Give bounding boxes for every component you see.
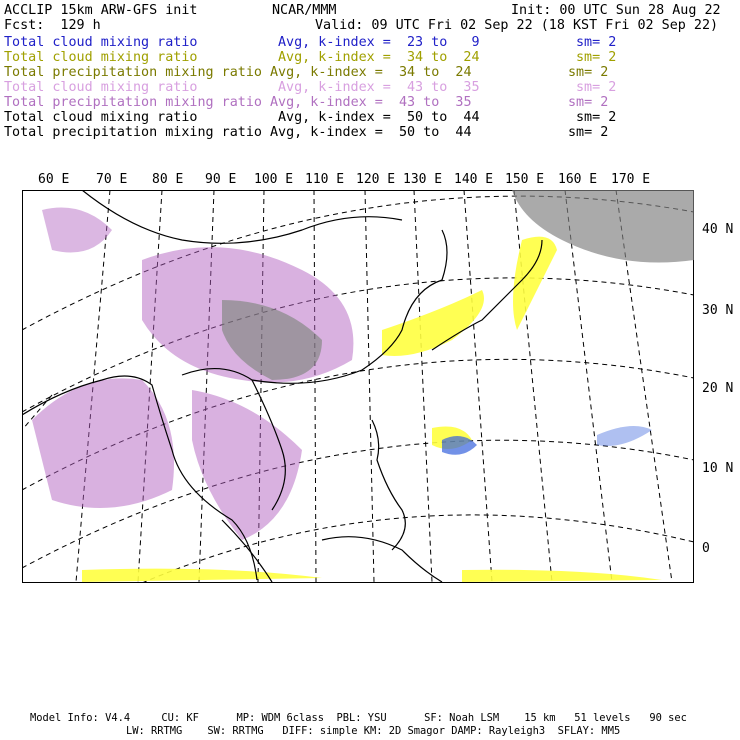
lat-label-20n: 20 N [702, 381, 734, 396]
field-avg-6: Avg, k-index = 50 to 44 [278, 110, 480, 125]
field-name-3: Total precipitation mixing ratio [4, 65, 262, 80]
lon-label-120e: 120 E [356, 172, 396, 187]
lon-label-160e: 160 E [558, 172, 598, 187]
field-avg-3: Avg, k-index = 34 to 24 [270, 65, 472, 80]
field-avg-7: Avg, k-index = 50 to 44 [270, 125, 472, 140]
field-avg-5: Avg, k-index = 43 to 35 [270, 95, 472, 110]
field-name-7: Total precipitation mixing ratio [4, 125, 262, 140]
init-time: Init: 00 UTC Sun 28 Aug 22 [511, 3, 721, 18]
forecast-map [22, 190, 694, 583]
lon-label-70e: 70 E [96, 172, 128, 187]
lat-label-30n: 30 N [702, 303, 734, 318]
field-sm-3: sm= 2 [568, 65, 609, 80]
field-sm-2: sm= 2 [576, 50, 617, 65]
lon-label-150e: 150 E [505, 172, 545, 187]
lon-label-110e: 110 E [305, 172, 345, 187]
lon-label-100e: 100 E [254, 172, 294, 187]
lon-label-130e: 130 E [403, 172, 443, 187]
field-avg-2: Avg, k-index = 34 to 24 [278, 50, 480, 65]
valid-time: Valid: 09 UTC Fri 02 Sep 22 (18 KST Fri 02 Sep 22) [315, 18, 719, 33]
field-sm-6: sm= 2 [576, 110, 617, 125]
field-avg-1: Avg, k-index = 23 to 9 [278, 35, 480, 50]
field-name-6: Total cloud mixing ratio [4, 110, 198, 125]
lon-label-60e: 60 E [38, 172, 70, 187]
field-avg-4: Avg, k-index = 43 to 35 [278, 80, 480, 95]
model-title: ACCLIP 15km ARW-GFS init [4, 3, 198, 18]
field-sm-7: sm= 2 [568, 125, 609, 140]
lon-label-80e: 80 E [152, 172, 184, 187]
lat-label-equator: 0 [702, 541, 710, 556]
footer-model-info: Model Info: V4.4 CU: KF MP: WDM 6class PBL: YSU SF: Noah LSM 15 km 51 levels 90 sec [30, 712, 687, 724]
lat-label-40n: 40 N [702, 222, 734, 237]
lon-label-90e: 90 E [205, 172, 237, 187]
field-name-2: Total cloud mixing ratio [4, 50, 198, 65]
lon-label-140e: 140 E [454, 172, 494, 187]
field-sm-5: sm= 2 [568, 95, 609, 110]
field-name-4: Total cloud mixing ratio [4, 80, 198, 95]
field-name-1: Total cloud mixing ratio [4, 35, 198, 50]
lat-label-10n: 10 N [702, 461, 734, 476]
field-sm-4: sm= 2 [576, 80, 617, 95]
footer-physics-info: LW: RRTMG SW: RRTMG DIFF: simple KM: 2D Smagor DAMP: Rayleigh3 SFLAY: MM5 [126, 725, 621, 737]
lon-label-170e: 170 E [611, 172, 651, 187]
field-sm-1: sm= 2 [576, 35, 617, 50]
field-name-5: Total precipitation mixing ratio [4, 95, 262, 110]
forecast-hour: Fcst: 129 h [4, 18, 101, 33]
organization-label: NCAR/MMM [272, 3, 337, 18]
